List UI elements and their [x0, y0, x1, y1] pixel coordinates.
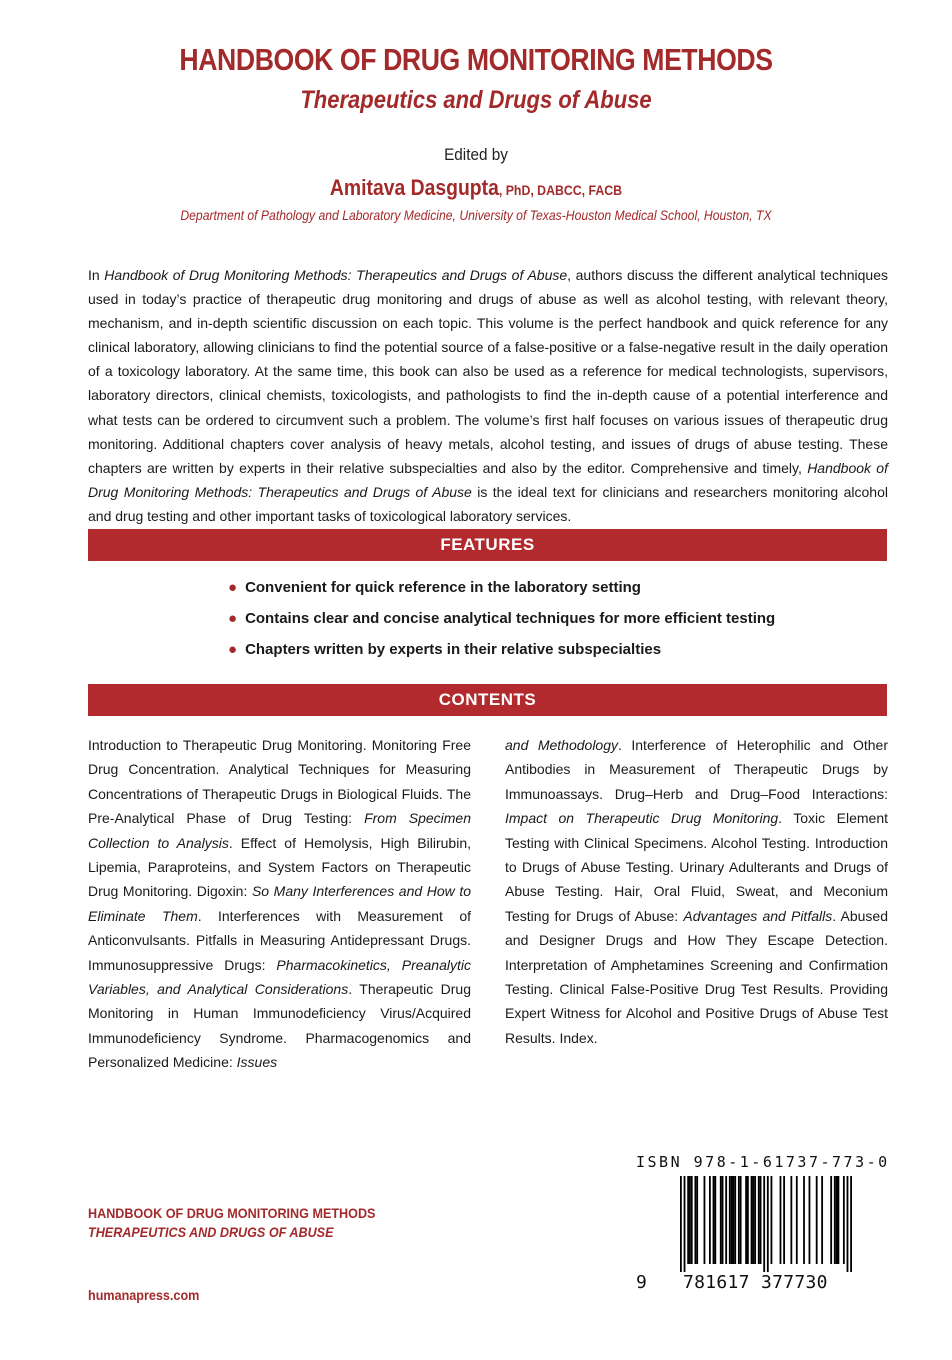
barcode-bar: [734, 1176, 736, 1264]
barcode-bar: [738, 1176, 740, 1264]
isbn-label: ISBN 978-1-61737-773-0: [636, 1153, 890, 1171]
contents-text: Introduction to Therapeutic Drug Monitoring. Monitoring Free Drug Concentration. Analytical Techniques for Measuring Concentrations of Therapeutic Drugs in Biological Fluids. The Pre-Analytical Phase of Drug Testing:: [88, 737, 471, 827]
barcode-bar: [684, 1176, 686, 1272]
contents-italic: and Methodology: [505, 737, 619, 753]
barcode-bar: [740, 1176, 742, 1264]
barcode-bar: [687, 1176, 689, 1264]
barcode-bar: [821, 1176, 823, 1264]
barcode-bar: [836, 1176, 838, 1264]
editor-line: [57, 175, 895, 201]
bullet-icon: ●: [228, 641, 238, 658]
contents-italic: Issues: [236, 1054, 278, 1071]
barcode-bar: [843, 1176, 845, 1264]
barcode-bar: [720, 1176, 722, 1264]
contents-italic: Pharmacokinetics, Preanalytic Variables, and Analytical Considerations: [88, 956, 471, 998]
editor-affiliation: Department of Pathology and Laboratory Medicine, University of Texas-Houston Medical School, Houston, TX: [180, 207, 772, 223]
description-body: is the ideal text for clinicians and researchers monitoring alcohol and drug testing and other important tasks of toxicological laboratory services.: [88, 483, 888, 524]
contents-text: . Toxic Element Testing with Clinical Specimens. Alcohol Testing. Introduction to Drugs of Abuse Testing. Urinary Adulterants and Drugs of Abuse Testing. Hair, Oral Fluid, Sweat, and Meconium Testing for Drugs of Abuse:: [505, 810, 888, 924]
edited-by-label: Edited by: [444, 145, 508, 164]
book-description: [88, 263, 888, 528]
barcode-bar: [731, 1176, 733, 1264]
barcode-bar: [709, 1176, 711, 1264]
ean-digits: 781617 377730: [683, 1272, 828, 1293]
barcode-bar: [729, 1176, 731, 1264]
barcode-bar: [790, 1176, 792, 1264]
barcode-bar: [714, 1176, 716, 1264]
barcode-bar: [689, 1176, 691, 1264]
contents-text: . Interference of Heterophilic and Other Antibodies in Measurement of Therapeutic Drugs by Immunoassays. Drug–Herb and Drug–Food Interactions:: [505, 737, 888, 802]
description-title-italic: Handbook of Drug Monitoring Methods: Therapeutics and Drugs of Abuse: [88, 459, 888, 500]
barcode-bar: [691, 1176, 693, 1264]
footer-book-subtitle: THERAPEUTICS AND DRUGS OF ABUSE: [88, 1224, 334, 1240]
feature-text: Contains clear and concise analytical techniques for more efficient testing: [245, 610, 776, 627]
contents-text: . Effect of Hemolysis, High Bilirubin, Lipemia, Paraproteins, and System Factors on Therapeutic Drug Monitoring. Digoxin:: [88, 834, 472, 900]
barcode-bar: [751, 1176, 753, 1264]
contents-italic: Advantages and Pitfalls: [683, 907, 833, 924]
description-lead: In: [88, 267, 105, 283]
barcode-bar: [758, 1176, 760, 1264]
barcode-bar: [838, 1176, 840, 1264]
barcode-bar: [847, 1176, 849, 1272]
contents-italic: So Many Interferences and How to Eliminate Them: [88, 883, 471, 924]
barcode-bar: [803, 1176, 805, 1264]
barcode-bar: [809, 1176, 811, 1264]
barcode-bar: [722, 1176, 724, 1264]
barcode-bar: [760, 1176, 762, 1264]
barcode-bar: [713, 1176, 715, 1264]
barcode-bar: [796, 1176, 798, 1264]
features-list: [228, 576, 775, 669]
list-item: [228, 607, 775, 638]
barcode-bar: [752, 1176, 754, 1264]
barcode-bar: [771, 1176, 773, 1264]
contents-column-left: [88, 733, 471, 1075]
barcode-bar: [754, 1176, 756, 1264]
feature-text: Chapters written by experts in their relative subspecialties: [245, 641, 662, 658]
barcode-bar: [694, 1176, 696, 1264]
barcode: [636, 1176, 852, 1272]
footer-book-title: HANDBOOK OF DRUG MONITORING METHODS: [88, 1205, 376, 1221]
barcode-bars: [680, 1176, 852, 1272]
bullet-icon: ●: [228, 579, 238, 596]
barcode-bar: [733, 1176, 735, 1264]
contents-italic: From Specimen Collection to Analysis: [88, 810, 471, 851]
description-body: , authors discuss the different analytical techniques used in today’s practice of therapeutic drug monitoring and drugs of abuse as well as alcohol testing, with relevant theory, mechanism, and in-depth scientific discussion on each topic. This volume is the perfect handbook and quick reference for any clinical laboratory, allowing clinicians to find the potential source of a false-positive or a false-negative result in the daily operation of a toxicology laboratory. At the same time, this book can also be used as a reference for medical technologists, supervisors, laboratory directors, clinical chemists, toxicologists, and pathologists to find the in-depth cause of a potential interference and what tests can be ordered to circumvent such a problem. The volume’s first half focuses on various issues of therapeutic drug monitoring. Additional chapters cover analysis of heavy metals, alcohol testing, and issues of drugs of abuse testing. These chapters are written by experts in their relative subspecialties and also by the editor. Comprehensive and timely,: [88, 267, 888, 476]
editor-credentials: , PhD, DABCC, FACB: [498, 182, 623, 198]
barcode-bar: [745, 1176, 747, 1264]
ean-first-digit: 9: [636, 1272, 647, 1293]
barcode-bar: [834, 1176, 836, 1264]
contents-text: . Therapeutic Drug Monitoring in Human Immunodeficiency Virus/Acquired Immunodeficiency Syndrome. Pharmacogenomics and Personalized Medicine:: [88, 981, 471, 1071]
book-title: HANDBOOK OF DRUG MONITORING METHODS: [179, 42, 773, 77]
barcode-bar: [704, 1176, 706, 1264]
editor-name: Amitava Dasgupta: [329, 175, 499, 200]
feature-text: Convenient for quick reference in the laboratory setting: [245, 579, 641, 596]
barcode-bar: [850, 1176, 852, 1272]
bullet-icon: ●: [228, 610, 238, 627]
barcode-bar: [816, 1176, 818, 1264]
features-heading: FEATURES: [88, 529, 887, 561]
barcode-bar: [780, 1176, 782, 1264]
barcode-bar: [767, 1176, 769, 1272]
contents-text: . Abused and Designer Drugs and How They Escape Detection. Interpretation of Amphetamines Screening and Confirmation Testing. Clinical False-Positive Drug Test Results. Providing Expert Witness for Alcohol and Positive Drugs of Abuse Test Results. Index.: [505, 907, 888, 1046]
contents-italic: Impact on Therapeutic Drug Monitoring: [505, 810, 779, 827]
publisher-link[interactable]: humanapress.com: [88, 1287, 200, 1303]
list-item: [228, 576, 775, 607]
book-subtitle: Therapeutics and Drugs of Abuse: [300, 86, 652, 114]
contents-text: . Interferences with Measurement of Anticonvulsants. Pitfalls in Measuring Antidepressant Drugs. Immunosuppressive Drugs:: [88, 907, 471, 973]
contents-column-right: [505, 733, 888, 1050]
barcode-bar: [783, 1176, 785, 1264]
contents-heading: CONTENTS: [88, 684, 887, 716]
description-title-italic: Handbook of Drug Monitoring Methods: Therapeutics and Drugs of Abuse: [104, 267, 568, 283]
list-item: [228, 638, 775, 669]
barcode-bar: [725, 1176, 727, 1264]
barcode-bar: [763, 1176, 765, 1272]
barcode-bar: [680, 1176, 682, 1272]
barcode-bar: [830, 1176, 832, 1264]
barcode-bar: [696, 1176, 698, 1264]
barcode-bar: [747, 1176, 749, 1264]
